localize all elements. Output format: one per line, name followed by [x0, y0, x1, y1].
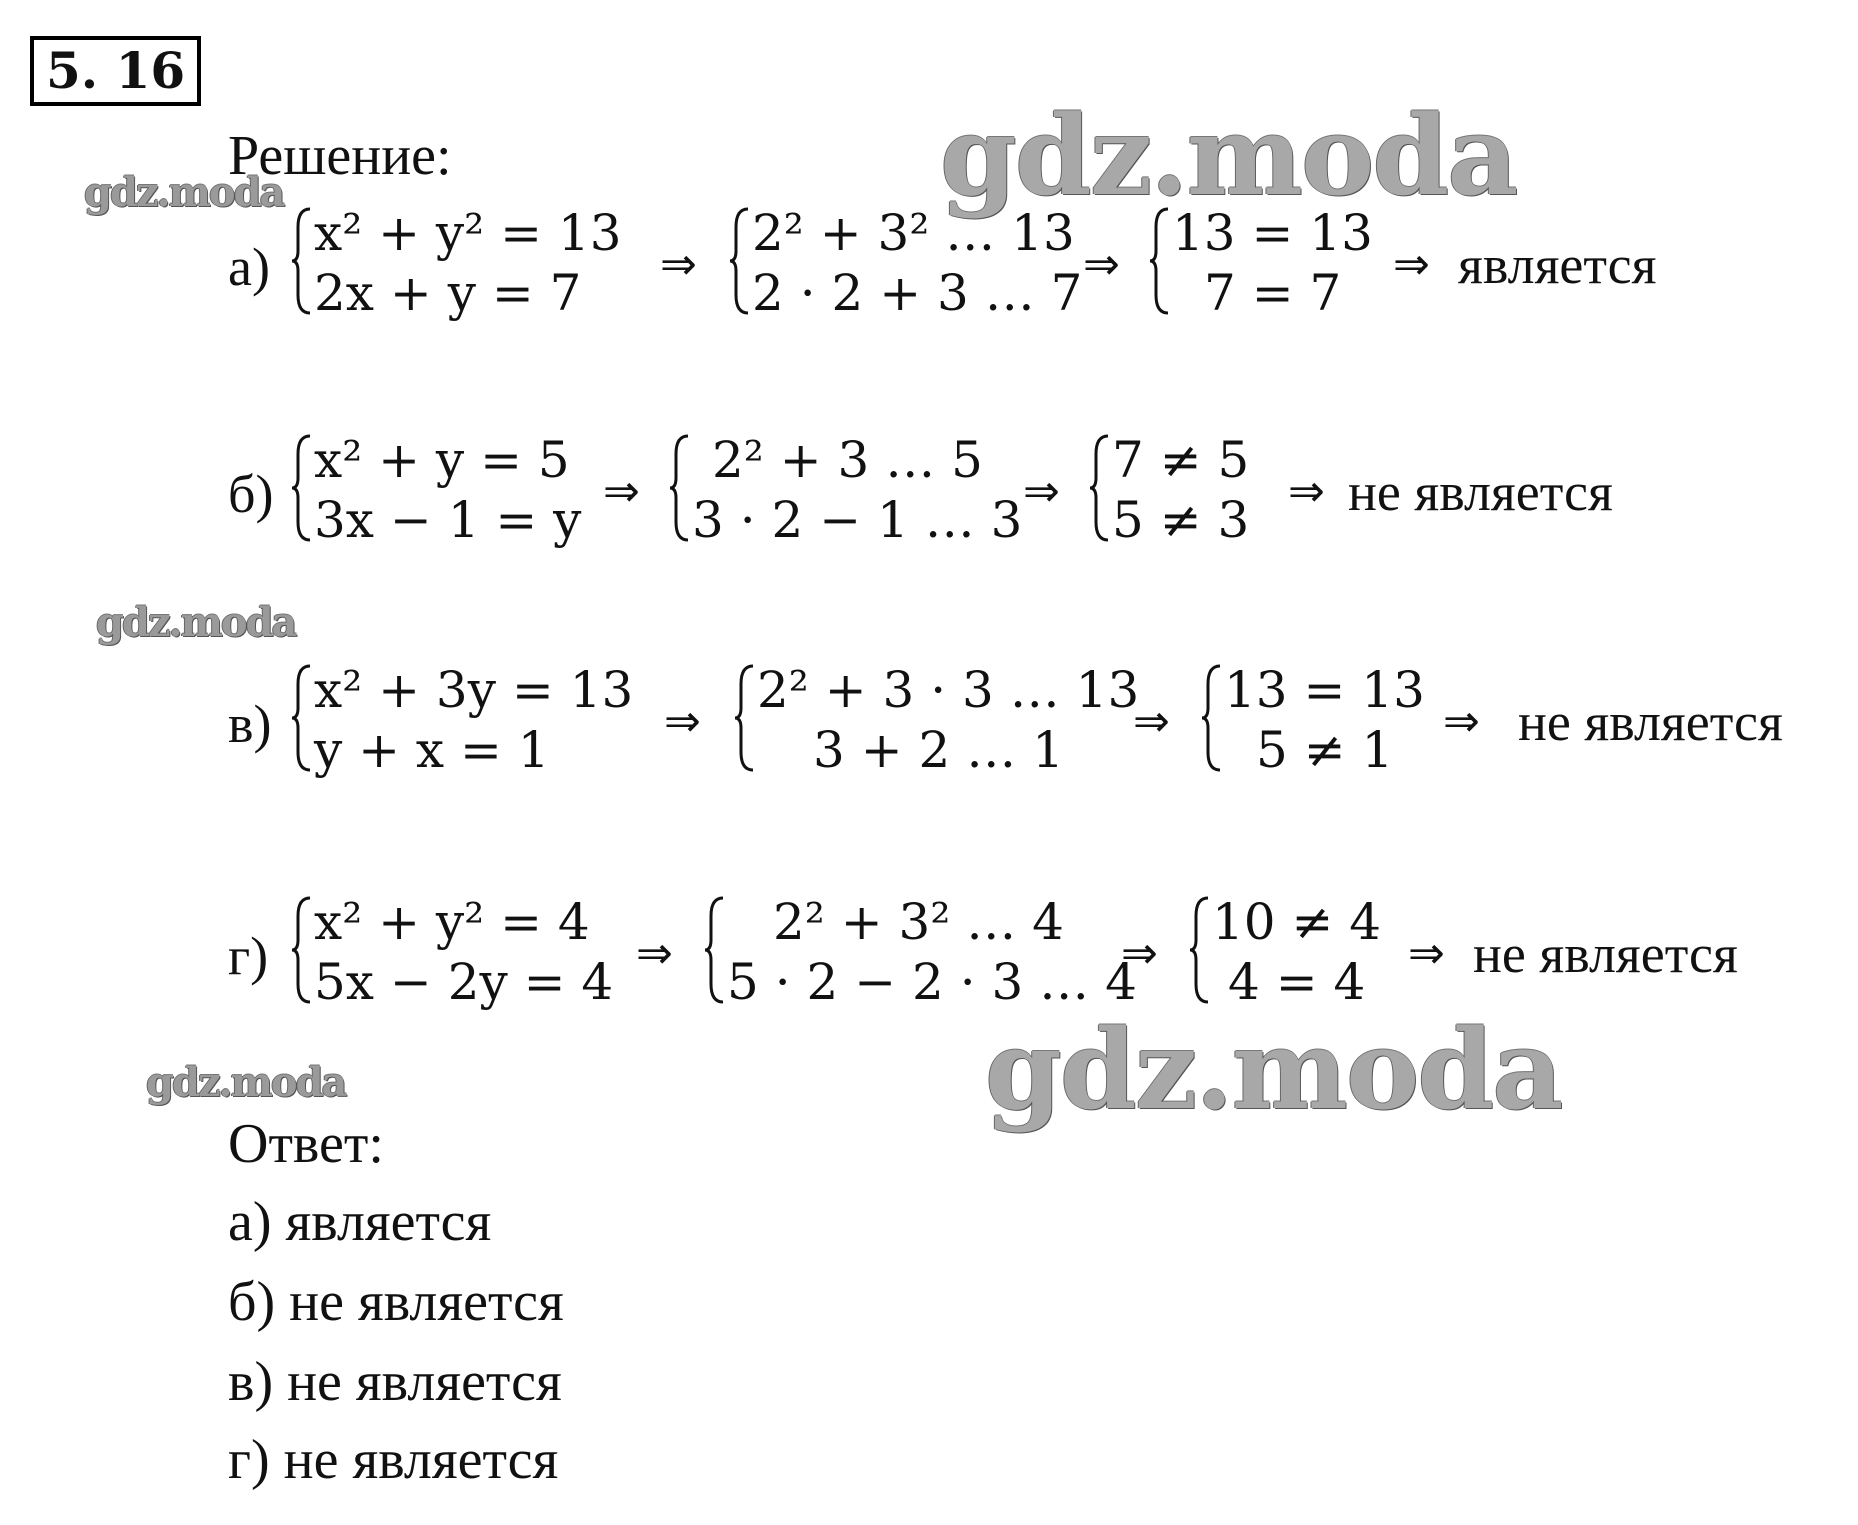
equation-line: 13 = 13	[1172, 204, 1373, 262]
implies-arrow: ⇒	[1393, 239, 1430, 290]
problem-a	[228, 205, 1848, 325]
brace-icon	[703, 894, 725, 1006]
brace-icon	[1148, 205, 1170, 317]
equation-line: 5x − 2y = 4	[314, 953, 614, 1011]
problem-label: г)	[228, 926, 269, 986]
equation-line: 2² + 3² … 4	[773, 893, 1064, 951]
implies-arrow: ⇒	[1288, 466, 1325, 517]
implies-arrow: ⇒	[664, 696, 701, 747]
verdict: не является	[1518, 692, 1783, 752]
brace-icon	[733, 662, 755, 774]
equation-line: 7 = 7	[1204, 264, 1342, 322]
equation-line: 5 ≠ 3	[1112, 491, 1250, 549]
problem-label: а)	[228, 237, 270, 297]
implies-arrow: ⇒	[1443, 696, 1480, 747]
problem-v	[228, 662, 1848, 782]
equation-line: 2² + 3² … 13	[752, 204, 1075, 262]
implies-arrow: ⇒	[1083, 239, 1120, 290]
verdict: не является	[1473, 924, 1738, 984]
implies-arrow: ⇒	[1408, 928, 1445, 979]
equation-line: 3x − 1 = y	[314, 491, 582, 549]
watermark: gdz.moda	[146, 1059, 346, 1106]
brace-icon	[290, 205, 312, 317]
equation-line: 2² + 3 · 3 … 13	[757, 661, 1140, 719]
brace-icon	[668, 432, 690, 544]
brace-icon	[290, 894, 312, 1006]
equation-line: 5 · 2 − 2 · 3 … 4	[727, 953, 1137, 1011]
brace-icon	[1200, 662, 1222, 774]
watermark: gdz.moda	[96, 599, 296, 646]
implies-arrow: ⇒	[636, 928, 673, 979]
implies-arrow: ⇒	[1121, 928, 1158, 979]
answer-item: б) не является	[228, 1271, 564, 1333]
implies-arrow: ⇒	[1023, 466, 1060, 517]
equation-line: 5 ≠ 1	[1256, 721, 1394, 779]
implies-arrow: ⇒	[603, 466, 640, 517]
answer-item: в) не является	[228, 1351, 562, 1413]
equation-line: x² + y² = 4	[314, 893, 590, 951]
brace-icon	[1188, 894, 1210, 1006]
brace-icon	[1088, 432, 1110, 544]
equation-line: 4 = 4	[1228, 953, 1366, 1011]
equation-line: 3 · 2 − 1 … 3	[692, 491, 1023, 549]
implies-arrow: ⇒	[1133, 696, 1170, 747]
equation-line: 2² + 3 … 5	[712, 431, 983, 489]
problem-g	[228, 894, 1848, 1014]
equation-line: 10 ≠ 4	[1212, 893, 1382, 951]
brace-icon	[290, 432, 312, 544]
brace-icon	[728, 205, 750, 317]
problem-number: 5. 16	[30, 36, 201, 106]
equation-line: 7 ≠ 5	[1112, 431, 1250, 489]
equation-line: x² + y² = 13	[314, 204, 622, 262]
problem-b	[228, 432, 1848, 552]
implies-arrow: ⇒	[660, 239, 697, 290]
equation-line: y + x = 1	[314, 721, 550, 779]
problem-label: б)	[228, 464, 274, 524]
equation-line: 2 · 2 + 3 … 7	[752, 264, 1083, 322]
equation-line: 3 + 2 … 1	[813, 721, 1064, 779]
equation-line: 2x + y = 7	[314, 264, 582, 322]
problem-label: в)	[228, 694, 272, 754]
answer-item: а) является	[228, 1191, 492, 1253]
watermark: gdz.moda	[84, 169, 284, 216]
verdict: не является	[1348, 462, 1613, 522]
watermark: gdz.moda	[985, 1005, 1562, 1134]
brace-icon	[290, 662, 312, 774]
watermark: gdz.moda	[940, 91, 1517, 220]
verdict: является	[1458, 235, 1657, 295]
solution-heading: Решение:	[228, 125, 452, 187]
answer-item: г) не является	[228, 1429, 559, 1491]
equation-line: x² + y = 5	[314, 431, 570, 489]
equation-line: x² + 3y = 13	[314, 661, 634, 719]
answer-heading: Ответ:	[228, 1113, 384, 1175]
equation-line: 13 = 13	[1224, 661, 1425, 719]
